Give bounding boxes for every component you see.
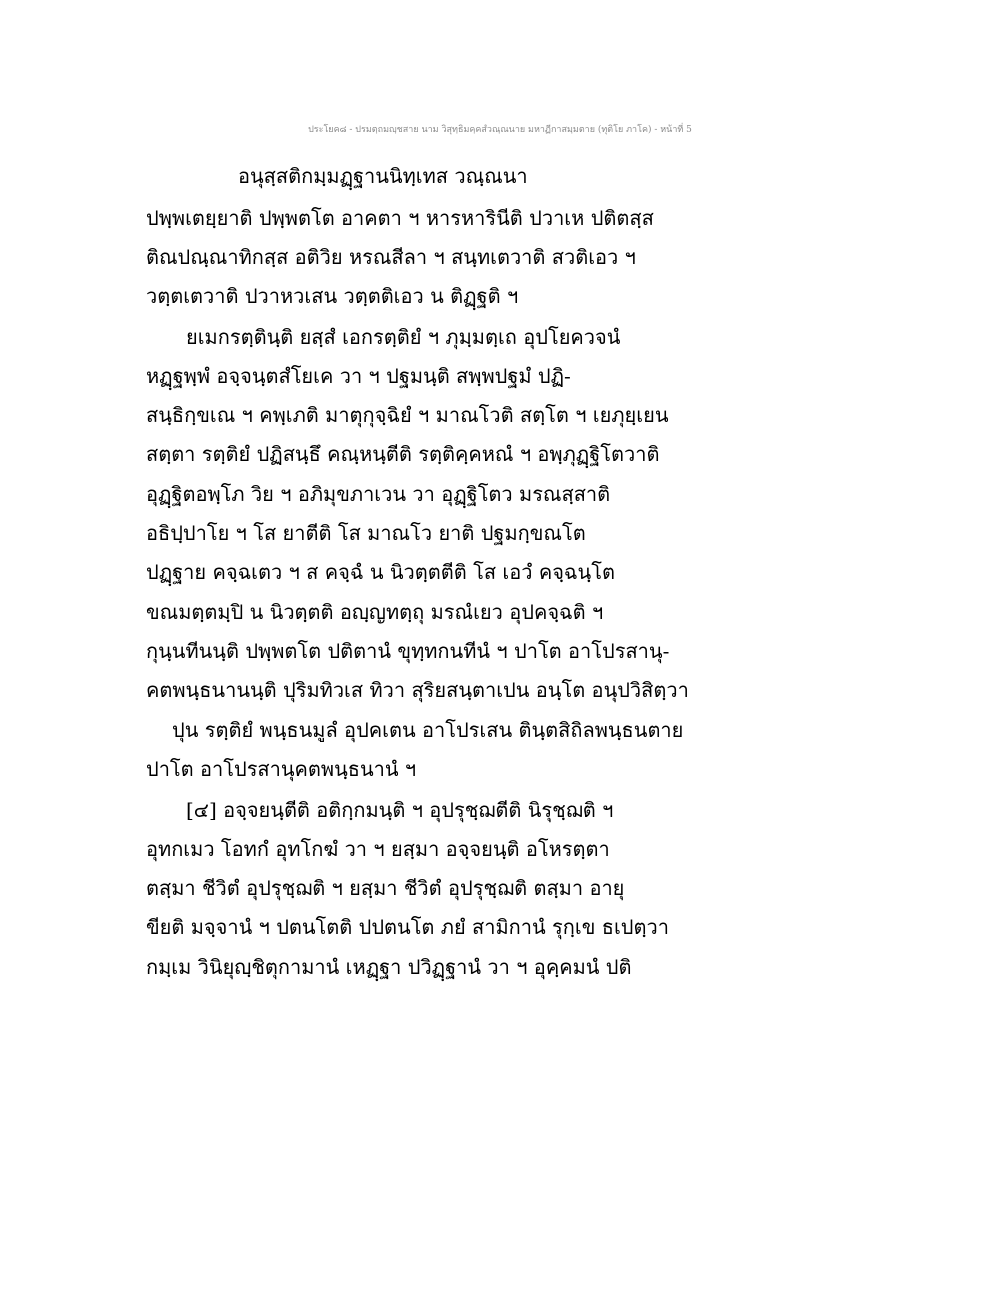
text-line: อุฏฺฐิตอพฺโภ วิย ฯ อภิมุขภาเวน วา อุฏฺฐิโตว มรณสฺสาติ	[146, 482, 611, 506]
text-line: กุนฺนทีนนฺติ ปพฺพตโต ปติตานํ ขุทฺทกนทีนํ ฯ ปาโต อาโปรสานุ-	[146, 639, 670, 663]
page-header: ประโยค๘ - ปรมตฺถมญฺชสาย นาม วิสุทฺธิมคฺคสํวณฺณนาย มหาฏีกาสมฺมตาย (ทุติโย ภาโค) - หน้าที่ 5	[308, 125, 692, 135]
text-line: อธิปฺปาโย ฯ โส ยาตีติ โส มาณโว ยาติ ปฐมกฺขณโต	[146, 521, 586, 545]
text-line: ปฏฺฐาย คจฺฉเตว ฯ ส คจฺฉํ น นิวตฺตตีติ โส เอวํ คจฺฉนฺโต	[146, 560, 615, 584]
text-line: [๔] อจฺจยนฺตีติ อติกฺกมนฺติ ฯ อุปรุชฺฌตีติ นิรุชฺฌติ ฯ	[186, 798, 614, 822]
text-line: ปุน รตฺติยํ พนฺธนมูลํ อุปคเตน อาโปรเสน ตินฺตสิถิลพนฺธนตาย	[172, 718, 684, 742]
text-line: ยเมกรตฺตินฺติ ยสฺสํ เอกรตฺติยํ ฯ ภุมฺมตฺเถ อุปโยควจนํ	[186, 325, 621, 349]
text-line: อุทกเมว โอทกํ อุทโกฆํ วา ฯ ยสฺมา อจฺจยนฺติ อโหรตฺตา	[146, 837, 610, 861]
text-line: ขียติ มจฺจานํ ฯ ปตนโตติ ปปตนโต ภยํ สามิกานํ รุกฺเข ธเปตฺวา	[146, 915, 669, 939]
text-line: สตฺตา รตฺติยํ ปฏิสนฺธึ คณฺหนฺตีติ รตฺติคฺคหณํ ฯ อพฺภุฏฺฐิโตวาติ	[146, 442, 660, 466]
text-line: คตพนฺธนานนฺติ ปุริมทิวเส ทิวา สุริยสนฺตาเปน อนฺโต อนุปวิสิตฺวา	[146, 678, 689, 702]
text-line: วตฺตเตวาติ ปวาหวเสน วตฺตติเอว น ติฏฺฐติ ฯ	[146, 284, 519, 308]
text-line: หฏฺฐพฺพํ อจฺจนฺตสํโยเค วา ฯ ปฐมนฺติ สพฺพปฐมํ ปฏิ-	[146, 364, 571, 388]
text-line: ปาโต อาโปรสานุคตพนฺธนานํ ฯ	[146, 757, 417, 781]
text-line: ขณมตฺตมฺปิ น นิวตฺตติ อญฺญทตฺถุ มรณํเยว อุปคจฺฉติ ฯ	[146, 600, 604, 624]
text-line: สนฺธิกฺขเณ ฯ คพฺเภติ มาตุกุจฺฉิยํ ฯ มาณโวติ สตฺโต ฯ เยภุยฺเยน	[146, 403, 669, 427]
text-line: ตสฺมา ชีวิตํ อุปรุชฺฌติ ฯ ยสฺมา ชีวิตํ อุปรุชฺฌติ ตสฺมา อายุ	[146, 876, 625, 900]
text-line: ติณปณฺณาทิกสฺส อติวิย หรณสีลา ฯ สนฺทเตวาติ สวติเอว ฯ	[146, 245, 636, 269]
text-line: กมฺเม วินิยุญฺชิตุกามานํ เหฏฺฐา ปวิฏฺฐานํ วา ฯ อุคฺคมนํ ปติ	[146, 955, 632, 979]
text-line: ปพฺพเตยฺยาติ ปพฺพตโต อาคตา ฯ หารหารินีติ ปวาเห ปติตสฺส	[146, 206, 654, 230]
section-title: อนุสฺสติกมฺมฏฺฐานนิทฺเทส วณฺณนา	[238, 164, 528, 188]
